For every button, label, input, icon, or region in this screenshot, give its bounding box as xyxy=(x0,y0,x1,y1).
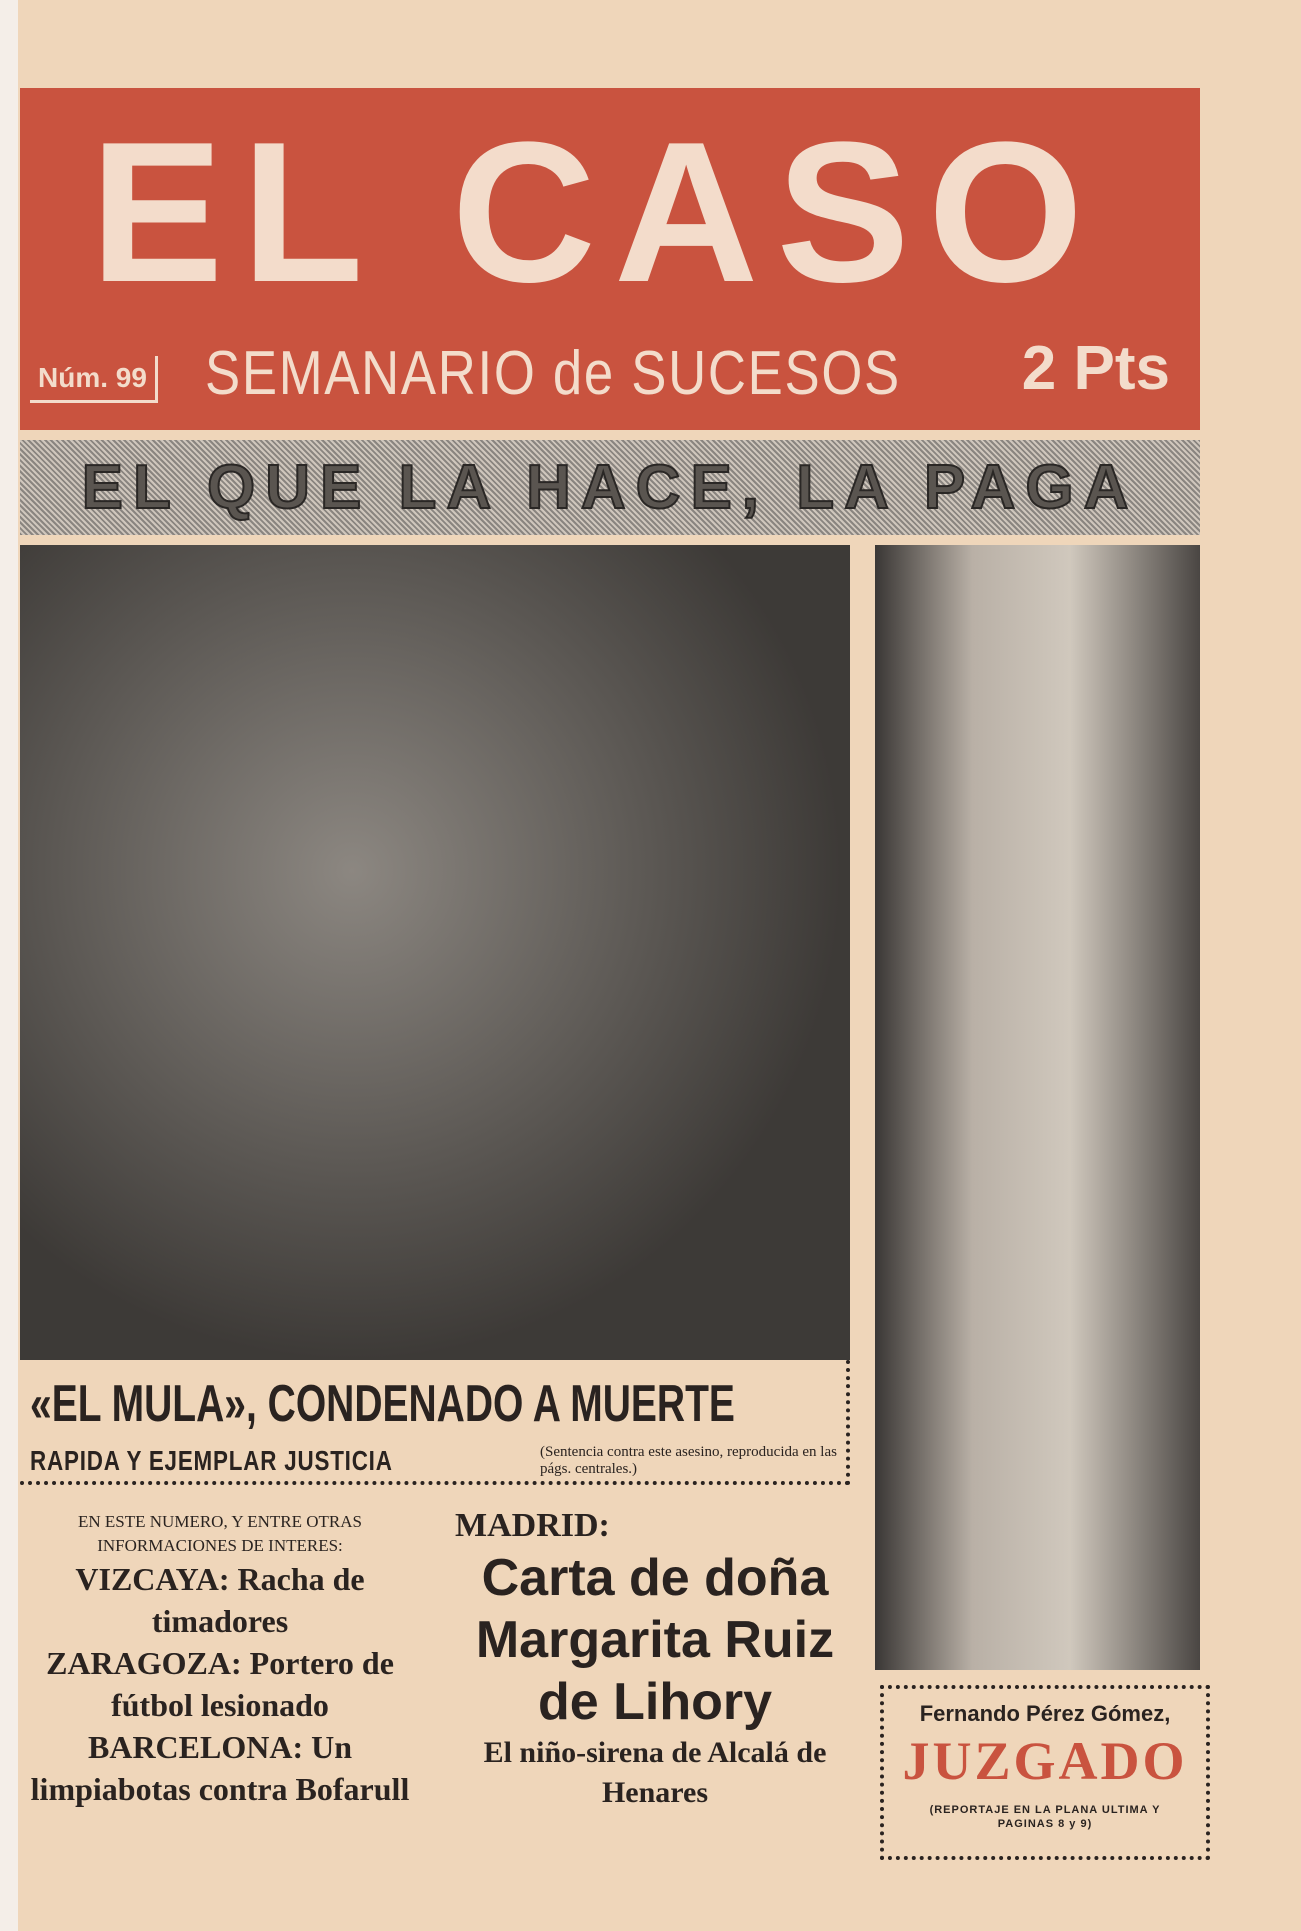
banner-text: EL QUE LA HACE, LA PAGA xyxy=(81,452,1139,522)
side-box-word: JUZGADO xyxy=(902,1731,1188,1791)
contents-item: VIZCAYA: Racha de timadores xyxy=(75,1561,365,1639)
masthead-title: EL CASO xyxy=(90,101,1102,324)
banner xyxy=(20,440,1200,535)
issue-number: Núm. 99 xyxy=(30,356,158,403)
side-box xyxy=(880,1685,1210,1860)
headline-note: (Sentencia contra este asesino, reproducida en las págs. centrales.) xyxy=(540,1444,837,1477)
scan-margin xyxy=(0,0,18,1931)
contents-column xyxy=(20,1510,420,1810)
side-box-ref: (REPORTAJE EN LA PLANA ULTIMA Y PAGINAS 8 y 9) xyxy=(929,1804,1161,1830)
contents-item: BARCELONA: Un limpiabotas contra Bofarull xyxy=(30,1729,410,1807)
madrid-column xyxy=(450,1505,860,1813)
contents-intro: EN ESTE NUMERO, Y ENTRE OTRAS INFORMACIONES DE INTERES: xyxy=(78,1512,362,1555)
madrid-title: Carta de doña Margarita Ruiz de Lihory xyxy=(475,1549,835,1731)
contents-item: ZARAGOZA: Portero de fútbol lesionado xyxy=(46,1645,394,1723)
masthead xyxy=(20,88,1200,430)
headline: «EL MULA», CONDENADO A MUERTE xyxy=(30,1375,735,1433)
price: 2 Pts xyxy=(1021,334,1170,403)
madrid-subtitle: El niño-sirena de Alcalá de Henares xyxy=(483,1736,827,1809)
side-box-name: Fernando Pérez Gómez, xyxy=(919,1701,1171,1726)
defendant-photo xyxy=(875,545,1200,1670)
masthead-subtitle: SEMANARIO de SUCESOS xyxy=(205,339,901,408)
madrid-label: MADRID: xyxy=(455,1507,610,1544)
headline-box xyxy=(20,1360,850,1485)
subheadline: RAPIDA Y EJEMPLAR JUSTICIA xyxy=(30,1445,393,1476)
courtroom-photo xyxy=(20,545,850,1360)
